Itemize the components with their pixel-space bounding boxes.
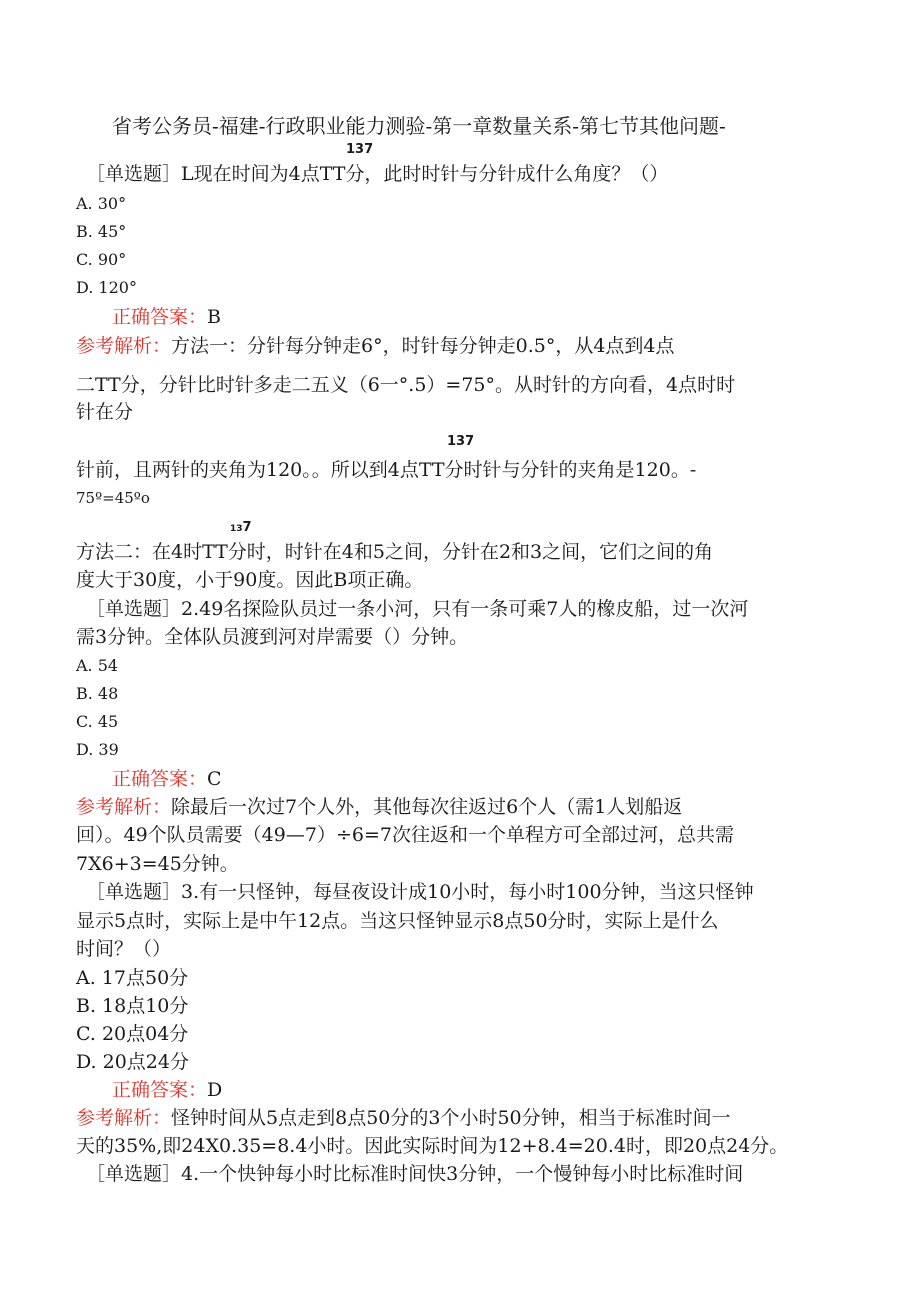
q1-analysis-line-5: 75º=45ºo [76, 489, 150, 507]
q1-answer-value: B [207, 306, 221, 328]
page-title: 省考公务员-福建-行政职业能力测验-第一章数量关系-第七节其他问题- [112, 114, 726, 138]
q3-analysis-line-1: 怪钟时间从5点走到8点50分的3个小时50分钟，相当于标准时间一 [171, 1107, 731, 1129]
q1-option-c: C. 90° [76, 250, 127, 269]
q1-analysis-line-2: 二TT分，分针比时针多走二五义（6一°.5）=75°。从时针的方向看，4点时时 [76, 374, 736, 396]
q2-option-d: D. 39 [76, 740, 119, 759]
q2-answer-label: 正确答案： [112, 768, 208, 790]
q2-option-c: C. 45 [76, 712, 119, 731]
q1-analysis-line-3: 针在分 [76, 401, 134, 423]
q1-analysis-label: 参考解析： [76, 335, 172, 357]
q3-option-c: C. 20点04分 [76, 1023, 189, 1045]
q1-analysis-line-1: 方法一：分针每分钟走6°，时针每分钟走0.5°，从4点到4点 [171, 335, 675, 357]
q1-option-d: D. 120° [76, 278, 137, 297]
q4-stem-line-1: ［单选题］4.一个快钟每小时比标准时间快3分钟，一个慢钟每小时比标准时间 [86, 1163, 744, 1185]
title-footnote: 137 [346, 142, 374, 157]
q1-analysis-line-4: 针前，且两针的夹角为120。。所以到4点TT分时针与分针的夹角是120。- [76, 459, 697, 481]
q3-option-a: A. 17点50分 [76, 967, 189, 989]
q1-footnote-1: 137 [447, 434, 475, 449]
q2-analysis-line-2: 回）。49个队员需要（49—7）÷6=7次往返和一个单程方可全部过河，总共需 [76, 824, 734, 846]
q3-answer-label: 正确答案： [112, 1079, 208, 1101]
q3-answer-value: D [207, 1079, 223, 1101]
q3-stem-line-2: 显示5点时，实际上是中午12点。当这只怪钟显示8点50分时，实际上是什么 [76, 910, 719, 932]
q2-stem-line-1: ［单选题］2.49名探险队员过一条小河，只有一条可乘7人的橡皮船，过一次河 [86, 598, 749, 620]
q1-option-a: A. 30° [76, 194, 127, 213]
q2-option-b: B. 48 [76, 684, 119, 703]
q1-analysis-line-6: 方法二：在4时TT分时，时针在4和5之间，分针在2和3之间，它们之间的角 [76, 541, 714, 563]
q1-stem: ［单选题］L现在时间为4点TT分，此时时针与分针成什么角度？（） [86, 163, 669, 185]
q1-answer-label: 正确答案： [112, 306, 208, 328]
q1-footnote-2: 137 [230, 520, 252, 535]
q2-answer-value: C [207, 768, 222, 790]
q3-analysis-label: 参考解析： [76, 1107, 172, 1129]
q1-analysis-line-7: 度大于30度，小于90度。因此B项正确。 [76, 569, 424, 591]
q2-analysis-line-3: 7X6+3=45分钟。 [76, 853, 239, 875]
q2-stem-line-2: 需3分钟。全体队员渡到河对岸需要（）分钟。 [76, 626, 469, 648]
q3-analysis-line-2: 天的35%,即24X0.35=8.4小时。因此实际时间为12+8.4=20.4时，即20点24分。 [76, 1135, 789, 1157]
q2-analysis-line-1: 除最后一次过7个人外，其他每次往返过6个人（需1人划船返 [171, 796, 683, 818]
q3-stem-line-1: ［单选题］3.有一只怪钟，每昼夜设计成10小时，每小时100分钟，当这只怪钟 [86, 881, 754, 903]
q2-analysis-label: 参考解析： [76, 796, 172, 818]
q1-option-b: B. 45° [76, 222, 127, 241]
q3-stem-line-3: 时间？（） [76, 938, 172, 960]
q3-option-b: B. 18点10分 [76, 995, 189, 1017]
q3-option-d: D. 20点24分 [76, 1051, 189, 1073]
q2-option-a: A. 54 [76, 656, 119, 675]
